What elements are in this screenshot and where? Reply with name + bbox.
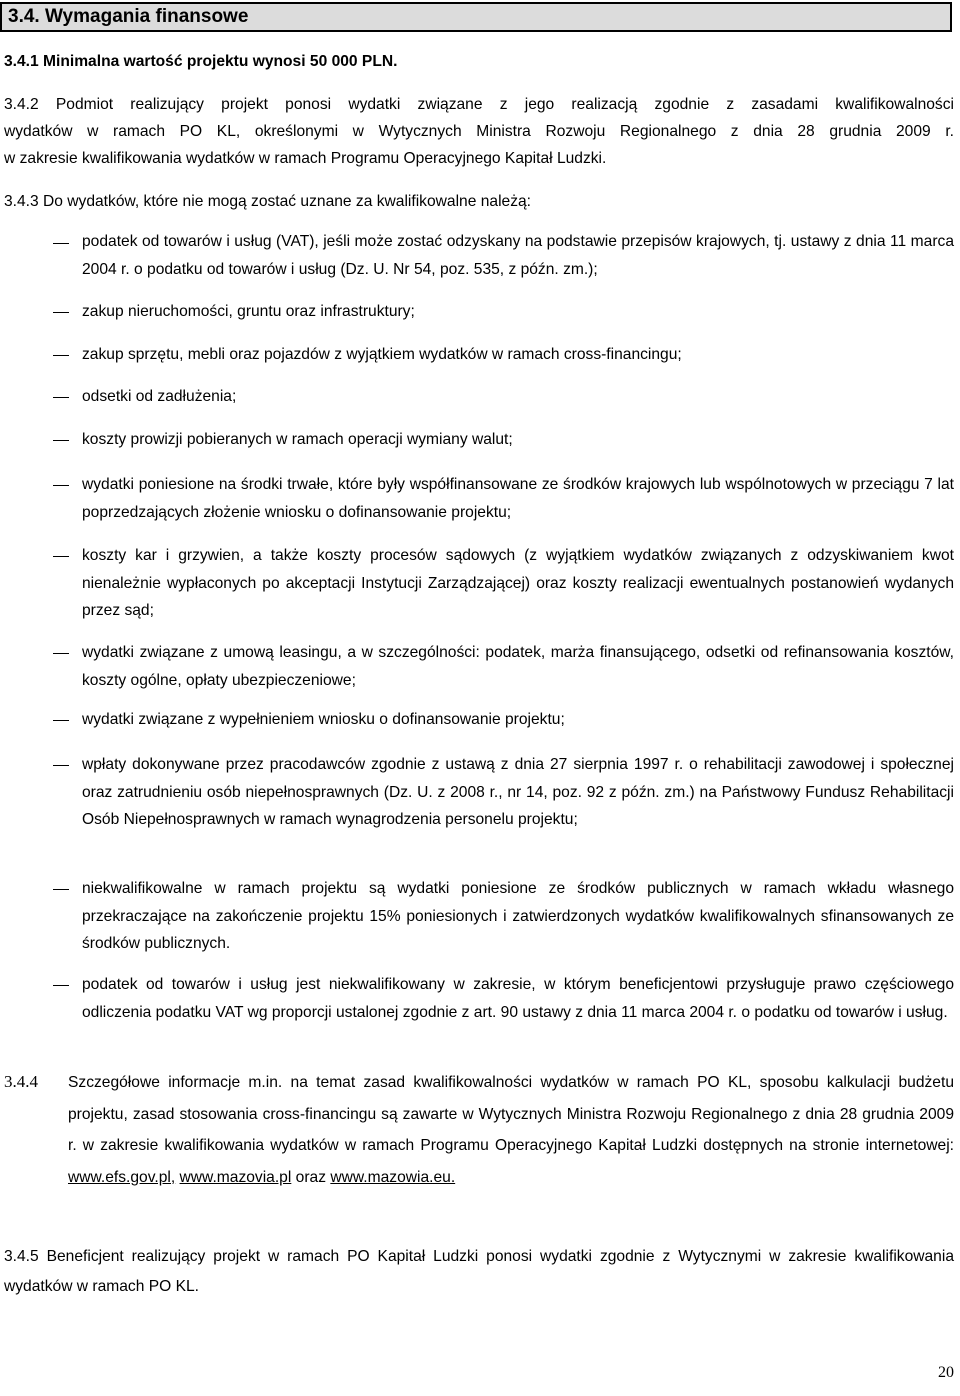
s344-number: 3.4.4 xyxy=(4,1072,38,1091)
dash-bullet xyxy=(53,355,69,356)
list-item-text: koszty prowizji pobieranych w ramach operacji wymiany walut; xyxy=(82,431,513,448)
dash-bullet xyxy=(53,397,69,398)
list-item-text: niekwalifikowalne w ramach projektu są wydatki poniesione ze środków publicznych w ramach wkładu własnego przekraczające na zakończenie projektu 15% poniesionych i zatwierdzonych wydatków kwalifikowalnych sfinansowanych ze środków publicznych. xyxy=(82,880,954,952)
dash-bullet xyxy=(53,243,69,244)
s342-line-3: w zakresie kwalifikowania wydatków w ramach Programu Operacyjnego Kapitał Ludzki. xyxy=(4,150,607,167)
dash-bullet xyxy=(53,485,69,486)
list-item-text: wydatki poniesione na środki trwałe, które były współfinansowane ze środków krajowych lub wspólnotowych w przeciągu 7 lat poprzedzających złożenie wniosku o dofinansowanie projektu; xyxy=(82,476,954,521)
list-item-text: odsetki od zadłużenia; xyxy=(82,388,237,405)
section-3-4-3-intro: 3.4.3 Do wydatków, które nie mogą zostać uznane za kwalifikowalne należą: xyxy=(4,193,532,210)
section-3-4-5: 3.4.5 Beneficjent realizujący projekt w ramach PO Kapitał Ludzki ponosi wydatki zgodnie z Wytycznymi w zakresie kwalifikowania wydatków w ramach PO KL. xyxy=(4,1248,954,1295)
page-number: 20 xyxy=(938,1364,954,1381)
list-item-text: wydatki związane z umową leasingu, a w szczególności: podatek, marża finansującego, odsetki od refinansowania kosztów, koszty ogólne, opłaty ubezpieczeniowe; xyxy=(82,644,954,689)
list-item-text: podatek od towarów i usług (VAT), jeśli może zostać odzyskany na podstawie przepisów krajowych, tj. ustawy z dnia 11 marca 2004 r. o podatku od towarów i usług (Dz. U. Nr 54, poz. 535, z późn. zm.); xyxy=(82,233,954,278)
list-item-text: podatek od towarów i usług jest niekwalifikowany w zakresie, w którym beneficjentowi przysługuje prawo częściowego odliczenia podatku VAT wg proporcji ustalonej zgodnie z art. 90 ustawy z dnia 11 marca 2004 r. o podatku od towarów i usług. xyxy=(82,976,954,1021)
list-item-text: zakup nieruchomości, gruntu oraz infrastruktury; xyxy=(82,303,415,320)
s344-body: Szczegółowe informacje m.in. na temat zasad kwalifikowalności wydatków w ramach PO KL, sposobu kalkulacji budżetu projektu, zasad stosowania cross-financingu są zawarte w Wytycznych Ministra Rozwoju Regionalnego z dnia 28 grudnia 2009 r. w zakresie kwalifikowania wydatków w ramach Programu Operacyjnego Kapitał Ludzki dostępnych na stronie internetowej: xyxy=(68,1074,954,1154)
s344-text xyxy=(68,1067,954,1193)
list-item-text: zakup sprzętu, mebli oraz pojazdów z wyjątkiem wydatków w ramach cross-financingu; xyxy=(82,346,682,363)
efs-link[interactable]: www.efs.gov.pl, xyxy=(68,1168,176,1186)
list-item-text: wydatki związane z wypełnieniem wniosku o dofinansowanie projektu; xyxy=(82,711,565,728)
list-item-text: wpłaty dokonywane przez pracodawców zgodnie z ustawą z dnia 27 sierpnia 1997 r. o rehabilitacji zawodowej i społecznej oraz zatrudnieniu osób niepełnosprawnych (Dz. U. z 2008 r., nr 14, poz. 92 z późn. zm.) na Państwowy Fundusz Rehabilitacji Osób Niepełnosprawnych w ramach wynagrodzenia personelu projektu; xyxy=(82,756,954,828)
section-heading: 3.4. Wymagania finansowe xyxy=(0,2,952,32)
dash-bullet xyxy=(53,889,69,890)
s342-line-2: wydatków w ramach PO KL, określonymi w Wytycznych Ministra Rozwoju Regionalnego z dnia 28 grudnia 2009 r. xyxy=(4,123,954,140)
dash-bullet xyxy=(53,653,69,654)
section-3-4-1: 3.4.1 Minimalna wartość projektu wynosi 50 000 PLN. xyxy=(4,53,398,70)
dash-bullet xyxy=(53,765,69,766)
s344-conjunction: oraz xyxy=(295,1168,327,1186)
dash-bullet xyxy=(53,720,69,721)
list-item-text: koszty kar i grzywien, a także koszty procesów sądowych (z wyjątkiem wydatków związanych z odzyskiwaniem kwot nienależnie wypłaconych po akceptacji Instytucji Zarządzającej) oraz koszty realizacji ewentualnych postanowień wydanych przez sąd; xyxy=(82,547,954,619)
dash-bullet xyxy=(53,556,69,557)
dash-bullet xyxy=(53,312,69,313)
s342-line-1: 3.4.2 Podmiot realizujący projekt ponosi wydatki związane z jego realizacją zgodnie z zasadami kwalifikowalności xyxy=(4,96,954,113)
dash-bullet xyxy=(53,985,69,986)
mazovia-link[interactable]: www.mazovia.pl xyxy=(179,1168,292,1186)
mazowia-link[interactable]: www.mazowia.eu. xyxy=(330,1168,456,1186)
dash-bullet xyxy=(53,440,69,441)
